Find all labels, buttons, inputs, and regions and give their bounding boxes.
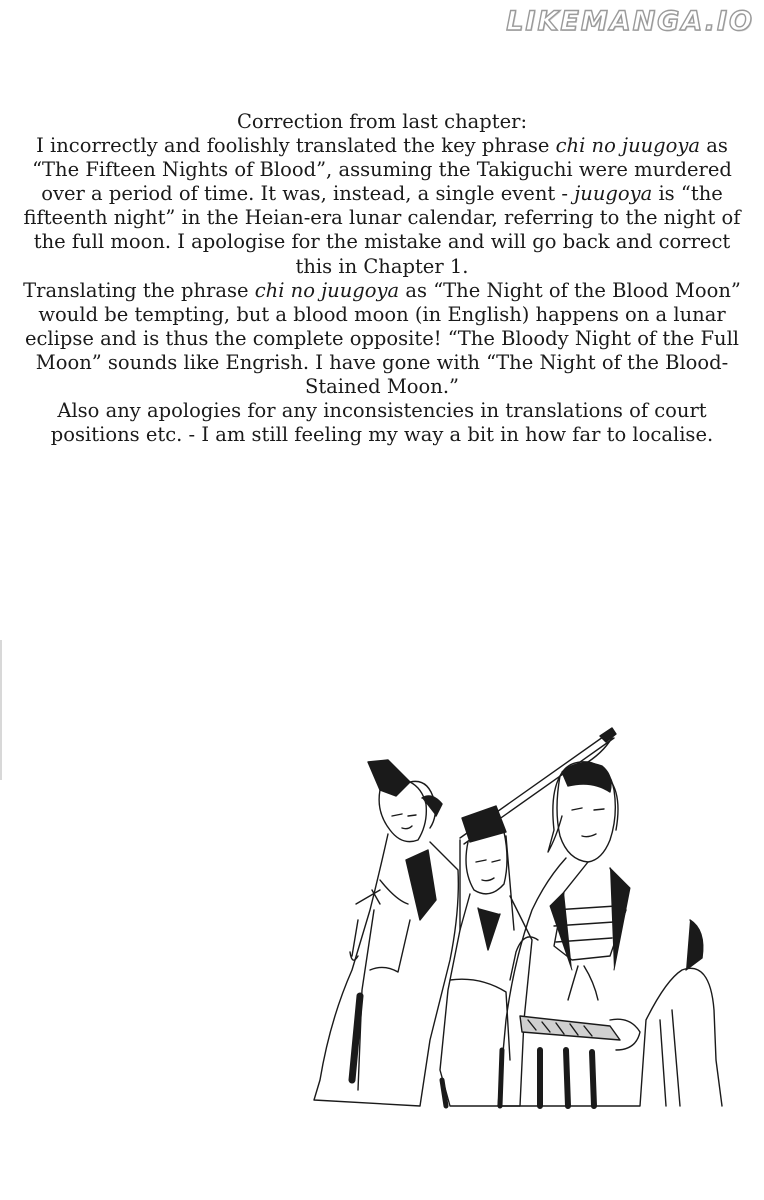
note-paragraph-1: I incorrectly and foolishly translated the key phrase chi no juugoya as “The Fifteen Nights of Blood”, assuming the Takiguchi were murdered over a period of time. It was, instead, a single event - juugoya is “the fifteenth night” in the Heian-era lunar calendar, referring to the night of the full moon. I apologise for the mistake and will go back and correct this in Chapter 1. bbox=[23, 134, 741, 278]
note-heading: Correction from last chapter: bbox=[236, 110, 528, 133]
note-paragraph-2: Translating the phrase chi no juugoya as “The Night of the Blood Moon” would be tempting, but a blood moon (in English) happens on a lunar eclipse and is thus the complete opposite! “The Bloody Night of the Full Moon” sounds like Engrish. I have gone with “The Night of the Blood-Stained Moon.” bbox=[23, 278, 741, 399]
japanese-term: juugoya bbox=[574, 182, 653, 206]
japanese-term: chi no juugoya bbox=[254, 278, 400, 302]
note-paragraph-3: Also any apologies for any inconsistencies in translations of court positions etc. - I am still feeling my way a bit in how far to localise. bbox=[50, 399, 714, 447]
page-edge-mark bbox=[0, 640, 2, 780]
three-samurai-courtiers-illustration bbox=[310, 720, 730, 1112]
translator-note bbox=[20, 110, 744, 447]
site-watermark: LIKEMANGA.IO bbox=[506, 6, 754, 37]
japanese-term: chi no juugoya bbox=[555, 134, 701, 158]
